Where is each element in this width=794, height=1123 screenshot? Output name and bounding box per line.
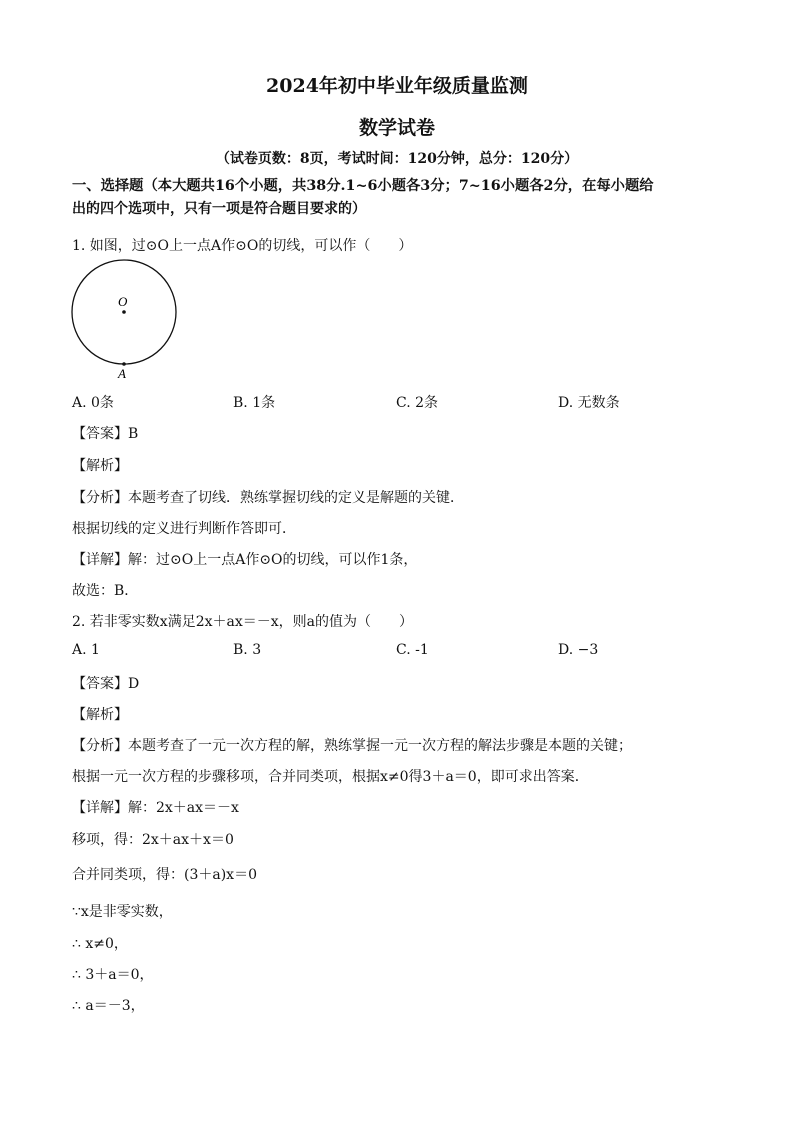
q1-option-d: D. 无数条 xyxy=(558,395,620,411)
center-label: O xyxy=(118,294,128,309)
q1-answer: 【答案】B xyxy=(72,426,139,442)
exam-subject: 数学试卷 xyxy=(358,117,435,139)
q2-option-d: D. −3 xyxy=(558,642,599,658)
q2-option-a: A. 1 xyxy=(72,642,100,658)
q1-circle-figure xyxy=(66,258,184,382)
q2-answer: 【答案】D xyxy=(72,676,140,692)
q2-method: 根据一元一次方程的步骤移项，合并同类项，根据x≠0得3＋a＝0，即可求出答案． xyxy=(72,769,589,785)
q2-option-b: B. 3 xyxy=(233,642,262,658)
q1-analysis-title: 【解析】 xyxy=(72,458,128,474)
q2-step-7: ∴ a＝－3， xyxy=(72,998,145,1014)
q1-conclusion: 故选：B． xyxy=(72,583,139,599)
q2-step-4: ∵x是非零实数， xyxy=(72,904,173,920)
q2-stem: 2. 若非零实数x满足2x＋ax＝－x，则a的值为（ ） xyxy=(72,614,413,630)
q1-option-c: C. 2条 xyxy=(396,395,439,411)
point-a-label: A xyxy=(118,366,126,381)
q1-option-a: A. 0条 xyxy=(72,395,114,411)
q1-detail: 【详解】解：过⊙O上一点A作⊙O的切线，可以作1条， xyxy=(72,552,418,568)
q2-step-6: ∴ 3＋a＝0， xyxy=(72,967,154,983)
q2-step-1: 【详解】解：2x＋ax＝－x xyxy=(72,800,239,816)
q2-step-2: 移项，得：2x＋ax＋x＝0 xyxy=(72,832,234,848)
q1-stem: 1. 如图，过⊙O上一点A作⊙O的切线，可以作（ ） xyxy=(72,238,413,254)
center-point xyxy=(122,310,126,314)
exam-title: 2024年初中毕业年级质量监测 xyxy=(266,75,528,97)
q2-step-5: ∴ x≠0， xyxy=(72,936,128,952)
section-heading-line1: 一、选择题（本大题共16个小题，共38分.1~6小题各3分；7~16小题各2分，在每小题给 xyxy=(72,178,654,194)
section-heading-line2: 出的四个选项中，只有一项是符合题目要求的） xyxy=(72,201,366,217)
q1-analysis: 【分析】本题考查了切线．熟练掌握切线的定义是解题的关键． xyxy=(72,490,464,506)
q1-method: 根据切线的定义进行判断作答即可． xyxy=(72,521,296,537)
q2-step-3: 合并同类项，得：(3＋a)x＝0 xyxy=(72,867,257,883)
exam-info: （试卷页数：8页，考试时间：120分钟，总分：120分） xyxy=(215,151,579,167)
q2-analysis: 【分析】本题考查了一元一次方程的解，熟练掌握一元一次方程的解法步骤是本题的关键； xyxy=(72,738,632,754)
q1-option-b: B. 1条 xyxy=(233,395,276,411)
q2-option-c: C. -1 xyxy=(396,642,429,658)
q2-analysis-title: 【解析】 xyxy=(72,707,128,723)
